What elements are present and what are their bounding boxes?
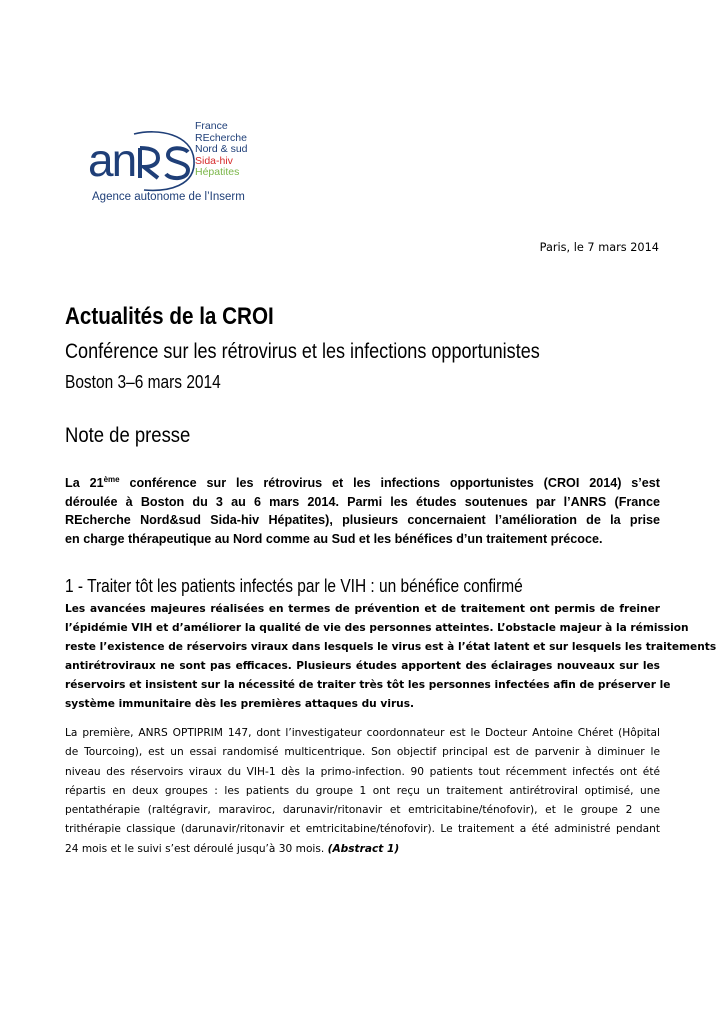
- summary-line: Les avancées majeures réalisées en termes de prévention et de traitement ont permis de freiner: [65, 603, 660, 615]
- summary-line: l’épidémie VIH et d’améliorer la qualité de vie des personnes atteintes. L’obstacle majeur à la rémission: [65, 622, 689, 635]
- logo-line-france: France: [195, 120, 228, 132]
- summary-line: antirétroviraux ne sont pas efficaces. Plusieurs études apportent des éclairages nouveaux sur les: [65, 660, 660, 673]
- section-summary: [65, 600, 717, 715]
- logo-text-block: [195, 121, 248, 179]
- ordinal-superscript: ème: [103, 474, 120, 484]
- logo-line-recherche: REcherche: [195, 131, 247, 144]
- intro-line: en charge thérapeutique au Nord comme au Sud et les bénéfices d’un traitement précoce.: [65, 532, 603, 547]
- intro-line: La 21ème conférence sur les rétrovirus et les infections opportunistes (CROI 2014) s’est: [65, 474, 660, 490]
- abstract-reference: (Abstract 1): [327, 842, 400, 855]
- body-line: répartis en deux groupes : les patients du groupe 1 ont reçu un traitement antirétroviral optimisé, une: [65, 784, 660, 797]
- summary-line: système immunitaire dès les premières attaques du virus.: [65, 698, 415, 711]
- logo-line-sida-hiv: Sida-hiv: [195, 154, 233, 167]
- section-body: [65, 724, 660, 859]
- section-heading: 1 - Traiter tôt les patients infectés par le VIH : un bénéfice confirmé: [65, 576, 523, 596]
- press-note-heading: Note de presse: [65, 424, 191, 447]
- dateline: Paris, le 7 mars 2014: [539, 241, 659, 254]
- anrs-wordmark: [88, 130, 200, 194]
- logo-line-hepatites: Hépatites: [195, 166, 240, 179]
- summary-line: reste l’existence de réservoirs viraux dans lesquels le virus est à l’état latent et sur lesquels les traitements: [65, 641, 717, 654]
- anrs-logo: [88, 116, 288, 212]
- page-subtitle: Conférence sur les rétrovirus et les infections opportunistes: [65, 340, 540, 363]
- body-line: trithérapie classique (darunavir/ritonavir et emtricitabine/ténofovir). Le traitement a été administré pendant: [65, 823, 660, 836]
- intro-paragraph: [65, 474, 660, 549]
- body-line: La première, ANRS OPTIPRIM 147, dont l’investigateur coordonnateur est le Docteur Antoine Chéret (Hôpital: [65, 727, 660, 739]
- body-line: de Tourcoing), est un essai randomisé multicentrique. Son objectif principal est de parvenir à diminuer le: [65, 746, 660, 759]
- event-place-dates: Boston 3–6 mars 2014: [65, 372, 221, 392]
- body-line: pentathérapie (raltégravir, maraviroc, darunavir/ritonavir et emtricitabine/ténofovir), et le groupe 2 une: [65, 804, 660, 817]
- body-line: niveau des réservoirs viraux du VIH-1 dès la primo-infection. 90 patients tout récemment infectés ont été: [65, 765, 660, 778]
- summary-line: réservoirs et insistent sur la nécessité de traiter très tôt les personnes infectées afin de préserver le: [65, 679, 671, 692]
- logo-line-nord-sud: Nord & sud: [195, 143, 248, 156]
- body-line: 24 mois et le suivi s’est déroulé jusqu’à 30 mois. (Abstract 1): [65, 842, 400, 855]
- logo-tagline: Agence autonome de l’Inserm: [92, 191, 245, 203]
- intro-line: REcherche Nord&sud Sida-hiv Hépatites), plusieurs concernaient l’amélioration de la prise: [65, 513, 660, 528]
- svg-text:an: an: [88, 134, 136, 186]
- page-title: Actualités de la CROI: [65, 303, 274, 330]
- intro-line: déroulée à Boston du 3 au 6 mars 2014. Parmi les études soutenues par l’ANRS (France: [65, 494, 660, 509]
